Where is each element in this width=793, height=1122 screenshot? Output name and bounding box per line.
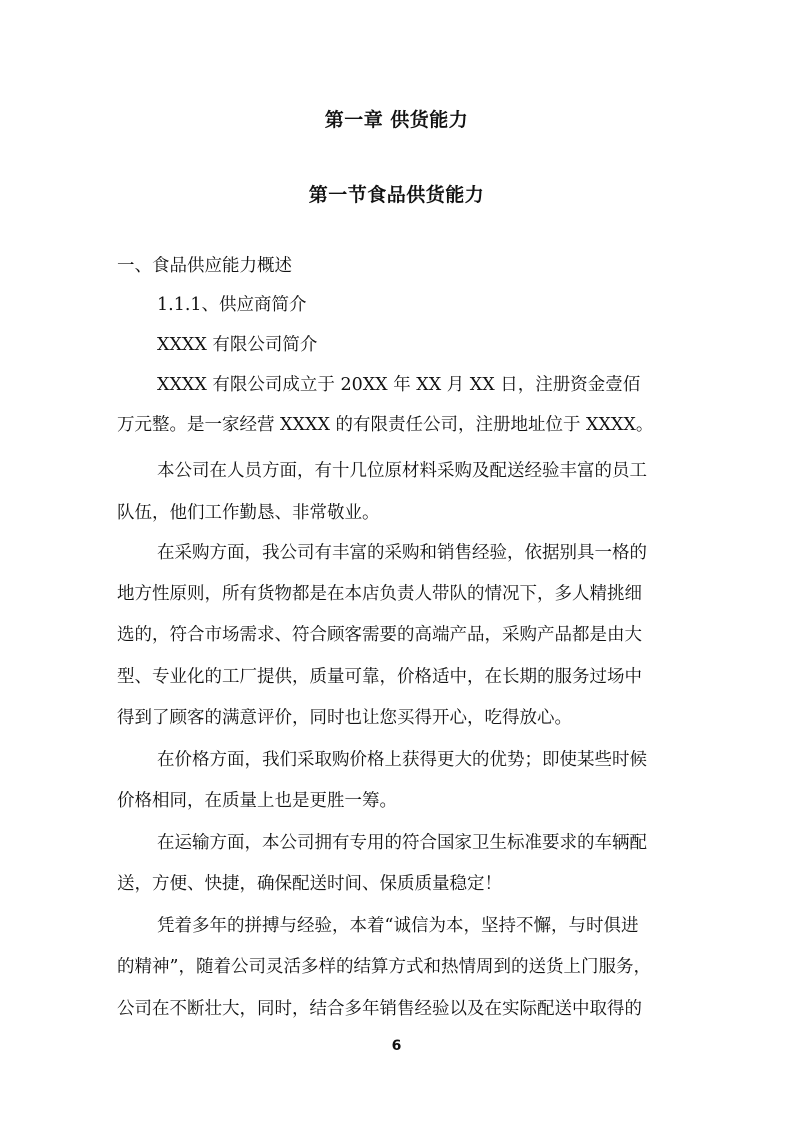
paragraph-line: 在运输方面，本公司拥有专用的符合国家卫生标准要求的车辆配 bbox=[157, 833, 647, 853]
paragraph-line: 选的，符合市场需求、符合顾客需要的高端产品，采购产品都是由大 bbox=[117, 625, 642, 645]
paragraph-line: 送，方便、快捷，确保配送时间、保质质量稳定！ bbox=[117, 874, 502, 894]
paragraph-line: 地方性原则，所有货物都是在本店负责人带队的情况下，多人精挑细 bbox=[117, 584, 642, 604]
paragraph-line: 在采购方面，我公司有丰富的采购和销售经验，依据别具一格的 bbox=[157, 543, 647, 563]
outline-heading: 一、食品供应能力概述 bbox=[117, 256, 292, 276]
paragraph-line: 本公司在人员方面，有十几位原材料采购及配送经验丰富的员工 bbox=[157, 461, 647, 481]
paragraph-line: XXXX 有限公司成立于 20XX 年 XX 月 XX 日，注册资金壹佰 bbox=[157, 375, 641, 395]
company-intro-heading: XXXX 有限公司简介 bbox=[157, 335, 318, 355]
paragraph-line: 价格相同，在质量上也是更胜一筹。 bbox=[117, 791, 397, 811]
paragraph-line: 型、专业化的工厂提供，质量可靠，价格适中，在长期的服务过场中 bbox=[117, 667, 642, 687]
paragraph-line: 万元整。是一家经营 XXXX 的有限责任公司，注册地址位于 XXXX。 bbox=[117, 415, 654, 435]
paragraph-line: 的精神”，随着公司灵活多样的结算方式和热情周到的送货上门服务， bbox=[117, 957, 651, 977]
section-title: 第一节食品供货能力 bbox=[308, 184, 485, 206]
paragraph-line: 凭着多年的拼搏与经验，本着“诚信为本，坚持不懈，与时俱进 bbox=[157, 916, 639, 936]
subsection-heading: 1.1.1、供应商简介 bbox=[157, 295, 307, 315]
paragraph-line: 公司在不断壮大，同时，结合多年销售经验以及在实际配送中取得的 bbox=[117, 999, 642, 1019]
paragraph-line: 在价格方面，我们采取购价格上获得更大的优势；即使某些时候 bbox=[157, 750, 647, 770]
paragraph-line: 得到了顾客的满意评价，同时也让您买得开心，吃得放心。 bbox=[117, 708, 572, 728]
paragraph-line: 队伍，他们工作勤恳、非常敬业。 bbox=[117, 503, 380, 523]
page-number: 6 bbox=[391, 1038, 402, 1054]
chapter-title: 第一章 供货能力 bbox=[324, 109, 469, 131]
